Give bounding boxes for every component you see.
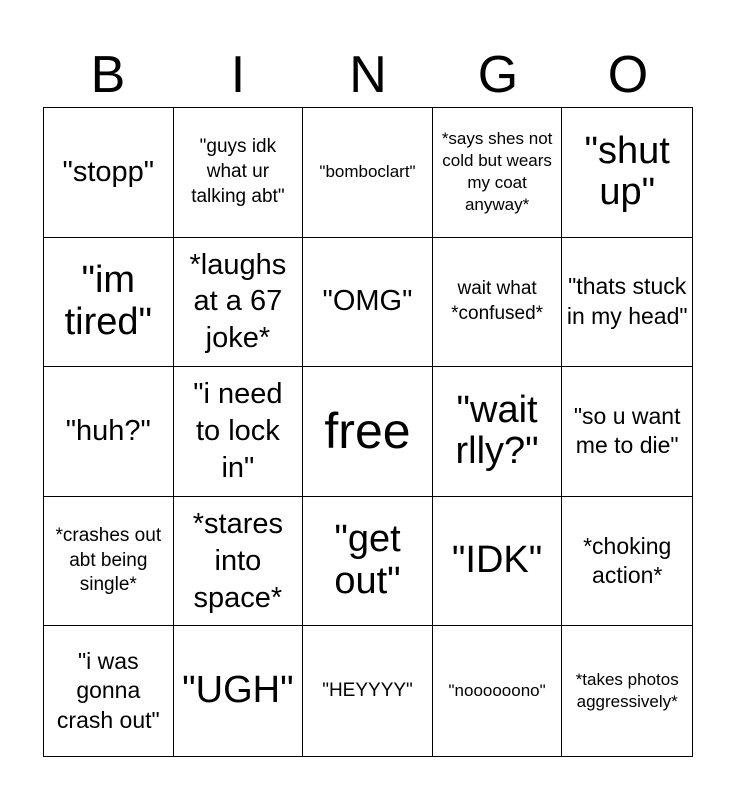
bingo-cell-r5c4[interactable]: [433, 626, 563, 756]
cell-text: "wait rlly?": [455, 388, 539, 473]
cell-text: "shut up": [584, 129, 670, 214]
bingo-header: [43, 42, 693, 108]
cell-text: *stares into space*: [192, 507, 284, 614]
bingo-cell-free[interactable]: [303, 367, 433, 497]
cell-text: *crashes out abt being single*: [55, 525, 162, 596]
cell-text: "bomboclart": [319, 162, 416, 182]
bingo-cell-r4c2[interactable]: [174, 497, 304, 627]
bingo-cell-r1c2[interactable]: [174, 108, 304, 238]
bingo-cell-r2c2[interactable]: [174, 238, 304, 368]
free-space-text: free: [324, 403, 411, 460]
header-letter-g: G: [477, 46, 519, 104]
bingo-cell-r3c5[interactable]: [562, 367, 692, 497]
bingo-cell-r2c5[interactable]: [562, 238, 692, 368]
bingo-cell-r5c3[interactable]: [303, 626, 433, 756]
bingo-cell-r1c4[interactable]: [433, 108, 563, 238]
cell-text: *takes photos aggressively*: [575, 670, 679, 712]
cell-text: "guys idk what ur talking abt": [191, 136, 285, 207]
bingo-cell-r1c1[interactable]: [44, 108, 174, 238]
cell-text: *says shes not cold but wears my coat anyway*: [441, 129, 553, 215]
bingo-cell-r4c1[interactable]: [44, 497, 174, 627]
cell-text: *choking action*: [583, 532, 672, 589]
bingo-cell-r5c1[interactable]: [44, 626, 174, 756]
cell-text: "i was gonna crash out": [56, 648, 160, 733]
cell-text: "UGH": [182, 669, 294, 712]
bingo-cell-r5c5[interactable]: [562, 626, 692, 756]
cell-text: "i need to lock in": [193, 378, 283, 484]
bingo-cell-r3c2[interactable]: [174, 367, 304, 497]
cell-text: "huh?": [65, 415, 151, 448]
cell-text: "get out": [334, 518, 401, 603]
header-letter-o: O: [607, 46, 649, 104]
cell-text: "HEYYYY": [322, 679, 413, 701]
cell-text: "im tired": [64, 259, 152, 343]
bingo-cell-r2c1[interactable]: [44, 238, 174, 368]
cell-text: "so u want me to die": [573, 403, 681, 459]
bingo-cell-r4c5[interactable]: [562, 497, 692, 627]
bingo-cell-r5c2[interactable]: [174, 626, 304, 756]
cell-text: wait what *confused*: [451, 278, 544, 324]
bingo-cell-r2c4[interactable]: [433, 238, 563, 368]
bingo-cell-r3c4[interactable]: [433, 367, 563, 497]
cell-text: "thats stuck in my head": [566, 273, 688, 329]
cell-text: "stopp": [62, 155, 155, 188]
cell-text: "OMG": [322, 285, 413, 318]
bingo-cell-r1c3[interactable]: [303, 108, 433, 238]
cell-text: "noooooono": [448, 681, 546, 701]
bingo-cell-r4c3[interactable]: [303, 497, 433, 627]
header-letter-b: B: [90, 46, 126, 104]
bingo-cell-r1c5[interactable]: [562, 108, 692, 238]
bingo-board: [43, 107, 693, 757]
header-letter-n: N: [349, 46, 387, 104]
bingo-cell-r2c3[interactable]: [303, 238, 433, 368]
header-letter-i: I: [230, 46, 246, 104]
bingo-cell-r4c4[interactable]: [433, 497, 563, 627]
cell-text: *laughs at a 67 joke*: [189, 248, 287, 355]
cell-text: "IDK": [451, 539, 543, 582]
bingo-cell-r3c1[interactable]: [44, 367, 174, 497]
